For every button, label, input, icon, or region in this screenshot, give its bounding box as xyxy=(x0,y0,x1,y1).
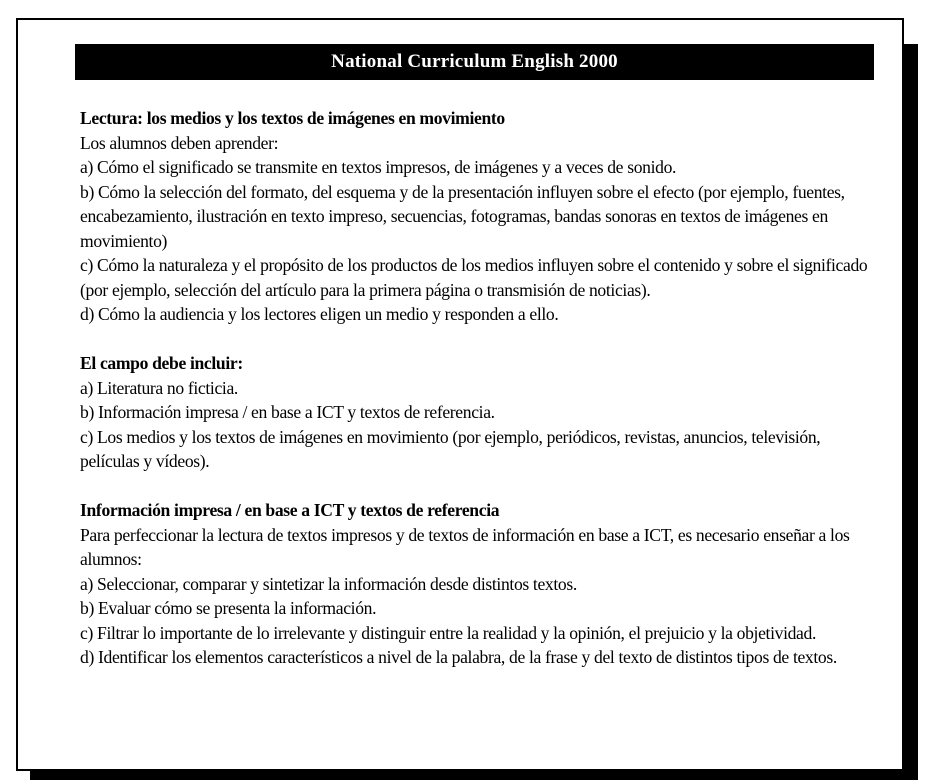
document-frame xyxy=(16,18,904,771)
section-lectura xyxy=(80,106,880,327)
section-line: c) Cómo la naturaleza y el propósito de los productos de los medios influyen sobre el contenido y sobre el significado (por ejemplo, selección del artículo para la primera página o transmisión de noticias). xyxy=(80,255,868,300)
section-line: b) Evaluar cómo se presenta la información. xyxy=(80,598,377,618)
document-body xyxy=(80,106,880,670)
section-line: Los alumnos deben aprender: xyxy=(80,132,279,153)
document-title: National Curriculum English 2000 xyxy=(75,44,874,80)
section-line: a) Seleccionar, comparar y sintetizar la información desde distintos textos. xyxy=(80,573,577,594)
section-line: c) Los medios y los textos de imágenes en movimiento (por ejemplo, periódicos, revistas, anuncios, televisión, películas y vídeos). xyxy=(80,426,821,471)
section-line: b) Cómo la selección del formato, del esquema y de la presentación influyen sobre el efecto (por ejemplo, fuentes, encabezamiento, ilustración en texto impreso, secuencias, fotogramas, bandas sonoras en textos de imágenes en movimiento) xyxy=(80,181,845,251)
section-heading: Información impresa / en base a ICT y textos de referencia xyxy=(80,500,500,520)
section-line: Para perfeccionar la lectura de textos impresos y de textos de información en base a ICT, es necesario enseñar a los alumnos: xyxy=(80,524,850,569)
section-line: a) Cómo el significado se transmite en textos impresos, de imágenes y a veces de sonido. xyxy=(80,157,677,177)
section-informacion xyxy=(80,498,880,670)
section-line: d) Cómo la audiencia y los lectores eligen un medio y responden a ello. xyxy=(80,304,559,324)
section-line: a) Literatura no ficticia. xyxy=(80,377,238,398)
section-line: c) Filtrar lo importante de lo irrelevante y distinguir entre la realidad y la opinión, el prejuicio y la objetividad. xyxy=(80,622,817,643)
section-campo xyxy=(80,351,880,474)
section-line: d) Identificar los elementos característicos a nivel de la palabra, de la frase y del texto de distintos tipos de textos. xyxy=(80,647,837,667)
section-heading: El campo debe incluir: xyxy=(80,353,243,373)
section-line: b) Información impresa / en base a ICT y textos de referencia. xyxy=(80,402,495,422)
section-heading: Lectura: los medios y los textos de imágenes en movimiento xyxy=(80,108,505,128)
